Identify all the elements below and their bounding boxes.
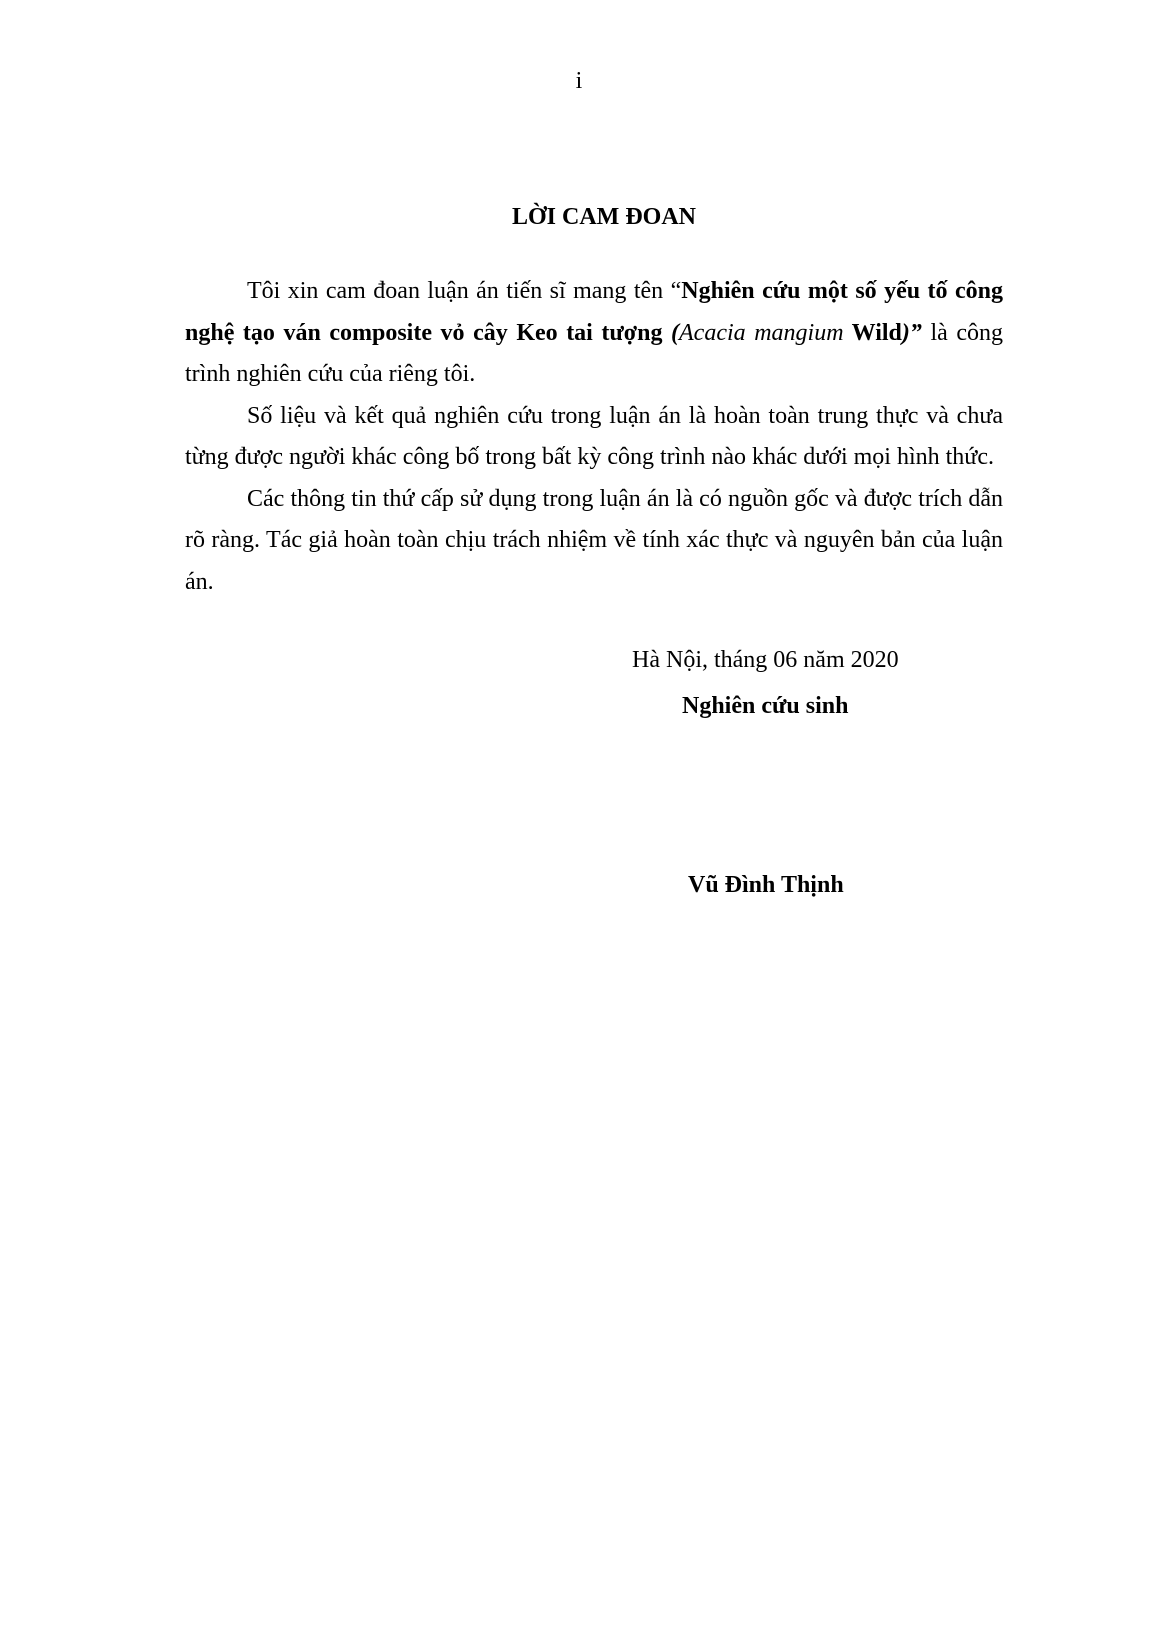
signature-place-date: Hà Nội, tháng 06 năm 2020 xyxy=(632,647,899,673)
signature-role: Nghiên cứu sinh xyxy=(682,693,849,719)
page-title: LỜI CAM ĐOAN xyxy=(512,204,696,230)
paragraph-lead: Tôi xin cam đoan luận án tiến sĩ mang tên “ xyxy=(247,278,682,304)
close-quote: )” xyxy=(901,319,922,346)
species-name: Acacia mangium xyxy=(679,319,844,346)
paragraph-thesis-title xyxy=(185,271,1003,396)
paragraph-tail: là công trình nghiên cứu của riêng tôi. xyxy=(185,319,1003,387)
paragraph-data-honesty: Số liệu và kết quả nghiên cứu trong luận án là hoàn toàn trung thực và chưa từng được người khác công bố trong bất kỳ công trình nào khác dưới mọi hình thức. xyxy=(185,402,1003,470)
declaration-body xyxy=(185,271,1003,603)
species-author: Wild xyxy=(843,319,902,346)
paragraph-sources: Các thông tin thứ cấp sử dụng trong luận án là có nguồn gốc và được trích dẫn rõ ràng. Tác giả hoàn toàn chịu trách nhiệm về tính xác thực và nguyên bản của luận án. xyxy=(185,485,1003,595)
thesis-title: Nghiên cứu một số yếu tố công nghệ tạo ván composite vỏ cây Keo tai tượng xyxy=(185,278,1003,346)
open-paren: ( xyxy=(671,319,679,346)
signature-name: Vũ Đình Thịnh xyxy=(688,872,844,898)
page-number: i xyxy=(575,68,583,94)
